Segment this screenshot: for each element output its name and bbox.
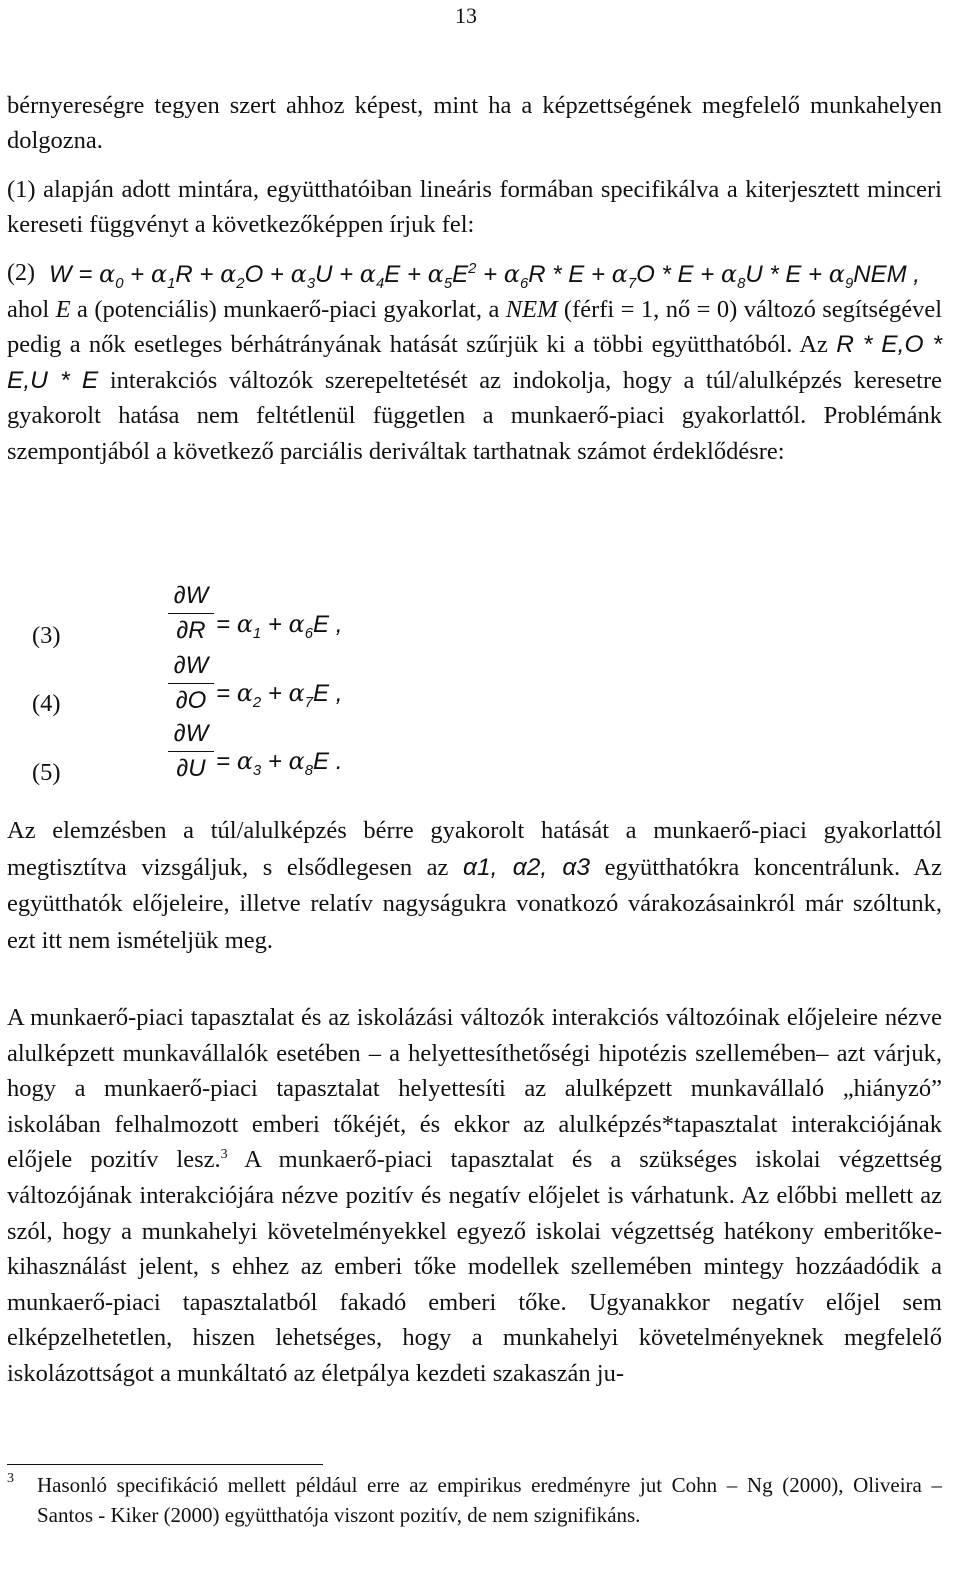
equation-4-label: (4) (32, 690, 61, 717)
equation-2 (7, 260, 920, 292)
equation-5-fraction: ∂W ∂U (168, 718, 214, 785)
footnote (7, 1470, 942, 1530)
variable-NEM: NEM (505, 296, 558, 323)
equation-3-fraction: ∂W ∂R (168, 580, 214, 647)
equation-4-fraction: ∂W ∂O (168, 650, 214, 717)
footnote-number: 3 (7, 1471, 14, 1486)
paragraph-intro: bérnyereségre tegyen szert ahhoz képest, mint ha a képzettségének megfelelő munkahelyen dolgozna. (7, 92, 942, 155)
paragraph-function-spec: (1) alapján adott mintára, együtthatóiban lineáris formában specifikálva a kiterjesztett minceri kereseti függvényt a következőképpen írjuk fel: (7, 176, 942, 239)
footnote-reference[interactable]: 3 (220, 1147, 228, 1163)
equation-3-rhs: = $\alpha_1 + \alpha_6E$ , (216, 610, 343, 642)
footnote-text: Hasonló specifikáció mellett például erre az empirikus eredményre jut Cohn – Ng (2000), Oliveira – Santos - Kiker (2000) együtthatója viszont pozitív, de nem szignifikáns. (37, 1473, 942, 1527)
page-number: 13 (455, 3, 477, 28)
variable-E: E (55, 296, 71, 323)
paragraph-hypothesis: A munkaerő-piaci tapasztalat és az iskolázási változók interakciós változóinak előjeleire nézve alulképzett munkavállalók esetében – a helyettesíthetőségi hipotézis szellemében– azt várjuk, hogy a munkaerő-piaci tapasztalat helyettesíti az alulképzett munkavállaló „hiányzó” iskolában felhalmozott emberi tőkéjét, és ekkor az alulképzés*tapasztalat interakciójának előjele pozitív lesz.$^3$ A munkaerő-piaci tapasztalat és a szükséges iskolai végzettség változójának interakciójára nézve pozitív és negatív előjelet is várhatunk. Az előbbi mellett az szól, hogy a munkahelyi követelményekkel egyező iskolai végzettség hatékony emberitőke-kihasználást jelent, s ehhez az emberi tőke modellek szellemében mintegy hozzáadódik a munkaerő-piaci tapasztalatból fakadó emberi tőke. Ugyanakkor negatív előjel sem elképzelhetetlen, hiszen lehetséges, hogy a munkahelyi követelményeknek megfelelő iskolázottságot a munkáltató az életpálya kezdeti szakaszán ju- (7, 1004, 942, 1387)
paragraph-analysis: Az elemzésben a túl/alulképzés bérre gyakorolt hatását a munkaerő-piaci gyakorlattól megtisztítva vizsgáljuk, s elsődlegesen az α1, α2, α3 együtthatókra koncentrálunk. Az együtthatók előjeleire, illetve relatív nagyságukra vonatkozó várakozásainkról már szóltunk, ezt itt nem ismételjük meg. (7, 817, 942, 954)
equation-2-label: (2) (7, 260, 35, 286)
equation-3-label: (3) (32, 622, 61, 649)
equation-4-rhs: = $\alpha_2 + \alpha_7E$ , (216, 679, 343, 711)
coefficient-list: α1, α2, α3 (463, 853, 590, 881)
interaction-terms: R * E,O * E,U * E (7, 331, 942, 394)
equation-2-formula: $W = \alpha_0 + \alpha_1R + \alpha_2O + \alpha_3U + \alpha_4E + \alpha_5E^2 + \alpha_6R * E + \alpha_7O * E + \alpha_8U * E + \alpha_9NEM$ , (49, 260, 920, 292)
paragraph-variables: ahol E a (potenciális) munkaerő-piaci gyakorlat, a NEM (férfi = 1, nő = 0) változó segítségével pedig a nők esetleges bérhátrányának hatását szűrjük ki a többi együtthatóból. Az R * E,O * E,U * E interakciós változók szerepeltetését az indokolja, hogy a túl/alulképzés keresetre gyakorolt hatása nem feltétlenül független a munkaerő-piaci gyakorlattól. Problémánk szempontjából a következő parciális deriváltak tarthatnak számot érdeklődésre: (7, 296, 943, 465)
footnote-separator (7, 1464, 323, 1465)
equation-5-rhs: = $\alpha_3 + \alpha_8E$ . (216, 747, 343, 779)
equation-5-label: (5) (32, 759, 61, 786)
